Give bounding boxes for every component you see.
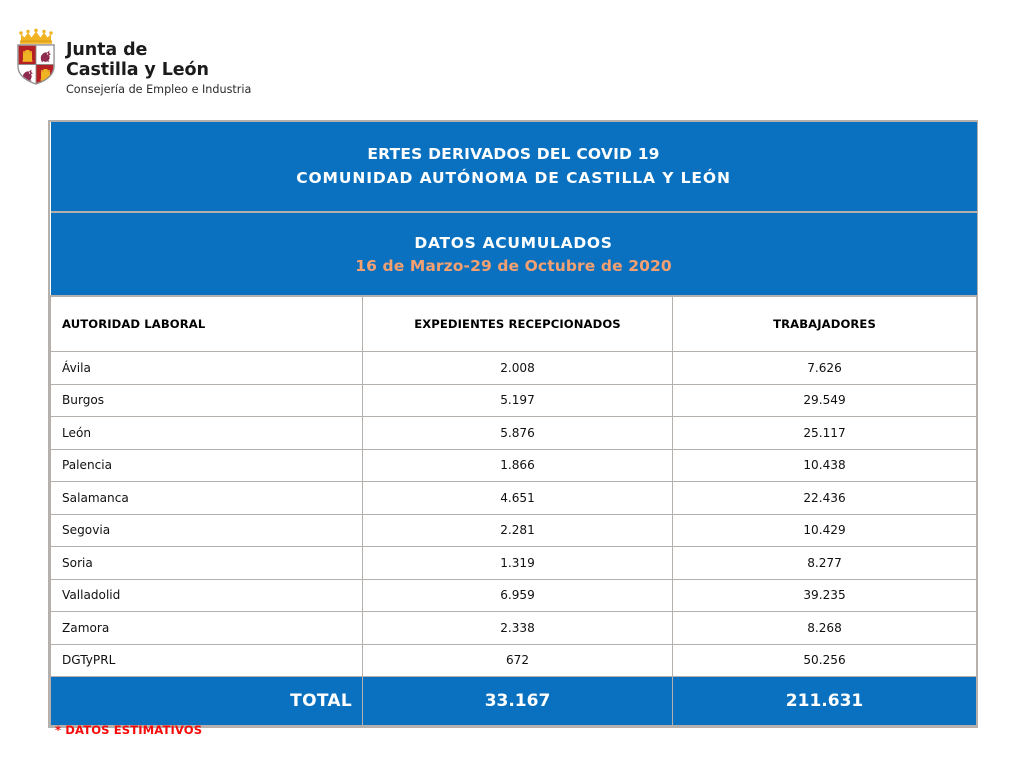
cell-trabajadores: 8.277	[673, 547, 977, 580]
cell-autoridad: León	[51, 417, 363, 450]
cell-expedientes: 5.876	[363, 417, 673, 450]
cell-autoridad: Burgos	[51, 384, 363, 417]
total-expedientes: 33.167	[363, 677, 673, 726]
table-date-range: 16 de Marzo-29 de Octubre de 2020	[355, 256, 672, 275]
cell-autoridad: Palencia	[51, 449, 363, 482]
cell-trabajadores: 29.549	[673, 384, 977, 417]
cell-expedientes: 5.197	[363, 384, 673, 417]
table-title-line-1: ERTES DERIVADOS DEL COVID 19	[367, 145, 660, 163]
table-row	[51, 417, 977, 450]
cell-autoridad: Zamora	[51, 612, 363, 645]
table-title-line-2: COMUNIDAD AUTÓNOMA DE CASTILLA Y LEÓN	[296, 169, 731, 187]
table-row	[51, 352, 977, 385]
cell-expedientes: 2.338	[363, 612, 673, 645]
ertes-data-table	[50, 122, 977, 726]
cell-trabajadores: 10.429	[673, 514, 977, 547]
logo-line-1: Junta de	[66, 40, 148, 60]
table-row	[51, 547, 977, 580]
total-label: TOTAL	[51, 677, 363, 726]
table-row	[51, 644, 977, 677]
cell-expedientes: 672	[363, 644, 673, 677]
table-row	[51, 514, 977, 547]
cell-trabajadores: 22.436	[673, 482, 977, 515]
cell-expedientes: 2.008	[363, 352, 673, 385]
cell-trabajadores: 25.117	[673, 417, 977, 450]
cell-trabajadores: 7.626	[673, 352, 977, 385]
table-column-header-row	[51, 296, 977, 352]
ertes-data-table-container	[48, 120, 978, 728]
column-header-trabajadores: TRABAJADORES	[673, 296, 977, 352]
cell-trabajadores: 50.256	[673, 644, 977, 677]
table-title-row	[51, 122, 977, 212]
logo-department-subtitle: Consejería de Empleo e Industria	[66, 83, 252, 96]
cell-expedientes: 6.959	[363, 579, 673, 612]
cell-autoridad: Ávila	[51, 352, 363, 385]
cell-expedientes: 1.866	[363, 449, 673, 482]
logo-line-2: Castilla y León	[66, 60, 209, 80]
table-title-cell	[51, 122, 977, 212]
cell-trabajadores: 10.438	[673, 449, 977, 482]
castilla-y-leon-coat-of-arms-icon	[14, 28, 58, 86]
table-subtitle-cell	[51, 212, 977, 296]
junta-castilla-y-leon-logo	[14, 28, 251, 97]
total-trabajadores: 211.631	[673, 677, 977, 726]
cell-expedientes: 1.319	[363, 547, 673, 580]
table-total-row	[51, 677, 977, 726]
cell-expedientes: 2.281	[363, 514, 673, 547]
cell-trabajadores: 8.268	[673, 612, 977, 645]
table-row	[51, 612, 977, 645]
table-row	[51, 449, 977, 482]
cell-trabajadores: 39.235	[673, 579, 977, 612]
cell-expedientes: 4.651	[363, 482, 673, 515]
column-header-autoridad-laboral: AUTORIDAD LABORAL	[51, 296, 363, 352]
column-header-expedientes-recepcionados: EXPEDIENTES RECEPCIONADOS	[363, 296, 673, 352]
cell-autoridad: Valladolid	[51, 579, 363, 612]
table-row	[51, 579, 977, 612]
table-subtitle-line-1: DATOS ACUMULADOS	[414, 233, 613, 252]
cell-autoridad: DGTyPRL	[51, 644, 363, 677]
cell-autoridad: Salamanca	[51, 482, 363, 515]
footnote-datos-estimativos: * DATOS ESTIMATIVOS	[55, 723, 203, 737]
table-row	[51, 384, 977, 417]
cell-autoridad: Segovia	[51, 514, 363, 547]
cell-autoridad: Soria	[51, 547, 363, 580]
table-subtitle-row	[51, 212, 977, 296]
logo-wordmark	[66, 28, 251, 97]
table-row	[51, 482, 977, 515]
